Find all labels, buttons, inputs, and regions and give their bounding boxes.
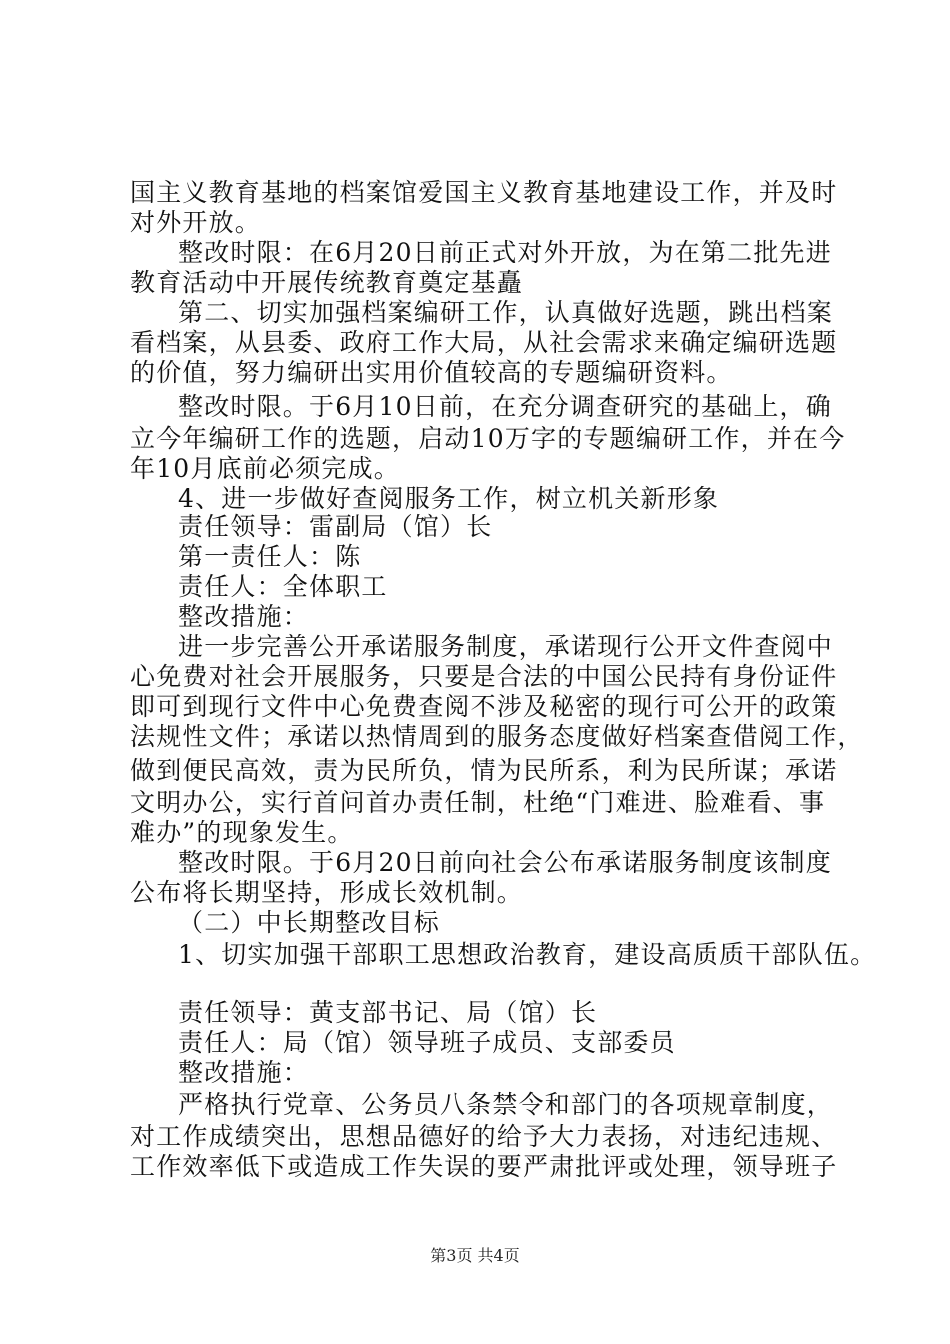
paragraph-line: 责任领导：黄支部书记、局（馆）长 (178, 998, 598, 1027)
paragraph-line: 第二、切实加强档案编研工作，认真做好选题，跳出档案 (178, 298, 834, 327)
paragraph-line: 教育活动中开展传统教育奠定基矗 (130, 268, 524, 297)
paragraph-line: 工作效率低下或造成工作失误的要严肃批评或处理，领导班子 (130, 1152, 838, 1181)
paragraph-line: 做到便民高效，责为民所负，情为民所系，利为民所谋；承诺 (130, 756, 838, 785)
section-heading: （二）中长期整改目标 (178, 908, 441, 937)
paragraph-line: 整改时限。于6月20日前向社会公布承诺服务制度该制度 (178, 848, 832, 877)
paragraph-line: 对工作成绩突出，思想品德好的给予大力表扬，对违纪违规、 (130, 1122, 838, 1151)
paragraph-line: 责任领导：雷副局（馆）长 (178, 512, 493, 541)
paragraph-line: 的价值，努力编研出实用价值较高的专题编研资料。 (130, 358, 733, 387)
paragraph-line: 看档案，从县委、政府工作大局，从社会需求来确定编研选题 (130, 328, 838, 357)
paragraph-line: 整改时限。于6月10日前，在充分调查研究的基础上，确 (178, 392, 832, 421)
paragraph-line: 法规性文件；承诺以热情周到的服务态度做好档案查借阅工作， (130, 722, 864, 751)
paragraph-line: 整改时限：在6月20日前正式对外开放，为在第二批先进 (178, 238, 832, 267)
paragraph-line: 心免费对社会开展服务，只要是合法的中国公民持有身份证件 (130, 662, 838, 691)
paragraph-line: 即可到现行文件中心免费查阅不涉及秘密的现行可公开的政策 (130, 692, 838, 721)
paragraph-line: 责任人：局（馆）领导班子成员、支部委员 (178, 1028, 676, 1057)
paragraph-line: 整改措施： (178, 1058, 310, 1087)
paragraph-line: 文明办公，实行首问首办责任制，杜绝“门难进、脸难看、事 (130, 788, 826, 817)
paragraph-line: 立今年编研工作的选题，启动10万字的专题编研工作，并在今 (130, 424, 846, 453)
paragraph-line: 第一责任人：陈 (178, 542, 362, 571)
section-heading: 4、进一步做好查阅服务工作，树立机关新形象 (178, 484, 720, 513)
paragraph-line: 难办”的现象发生。 (130, 818, 354, 847)
paragraph-line: 公布将长期坚持，形成长效机制。 (130, 878, 524, 907)
paragraph-line: 整改措施： (178, 602, 310, 631)
paragraph-line: 严格执行党章、公务员八条禁令和部门的各项规章制度， (178, 1090, 834, 1119)
paragraph-line: 责任人：全体职工 (178, 572, 388, 601)
paragraph-line: 对外开放。 (130, 208, 262, 237)
section-heading: 1、切实加强干部职工思想政治教育，建设高质质干部队伍。 (178, 940, 877, 969)
paragraph-line: 国主义教育基地的档案馆爱国主义教育基地建设工作，并及时 (130, 178, 838, 207)
paragraph-line: 年10月底前必须完成。 (130, 454, 401, 483)
page-number-footer: 第3页 共4页 (430, 1246, 520, 1265)
paragraph-line: 进一步完善公开承诺服务制度，承诺现行公开文件查阅中 (178, 632, 834, 661)
